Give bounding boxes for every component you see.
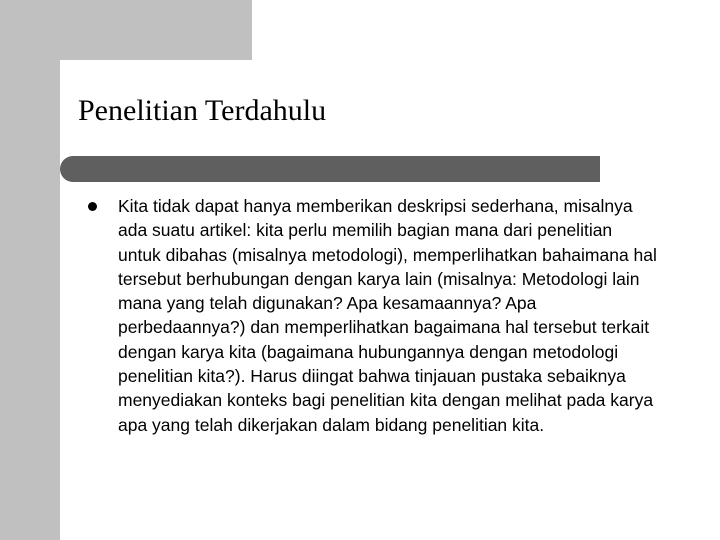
- decorative-frame-left: [0, 0, 60, 540]
- slide-title: Penelitian Terdahulu: [78, 94, 327, 127]
- bullet-list: [86, 194, 686, 437]
- title-underline-bar: [60, 156, 600, 182]
- bullet-dot-icon: [88, 202, 97, 211]
- bullet-item: [86, 194, 686, 437]
- bullet-text: Kita tidak dapat hanya memberikan deskripsi sederhana, misalnya ada suatu artikel: kita perlu memilih bagian mana dari penelitian untuk dibahas (misalnya metodologi), memperlihatkan bahaimana hal tersebut berhubungan dengan karya lain (misalnya: Metodologi lain mana yang telah digunakan? Apa kesamaannya? Apa perbedaannya?) dan memperlihatkan bagaimana hal tersebut terkait dengan karya kita (bagaimana hubungannya dengan metodologi penelitian kita?). Harus diingat bahwa tinjauan pustaka sebaiknya menyediakan konteks bagi penelitian kita dengan melihat pada karya apa yang telah dikerjakan dalam bidang penelitian kita.: [118, 196, 657, 435]
